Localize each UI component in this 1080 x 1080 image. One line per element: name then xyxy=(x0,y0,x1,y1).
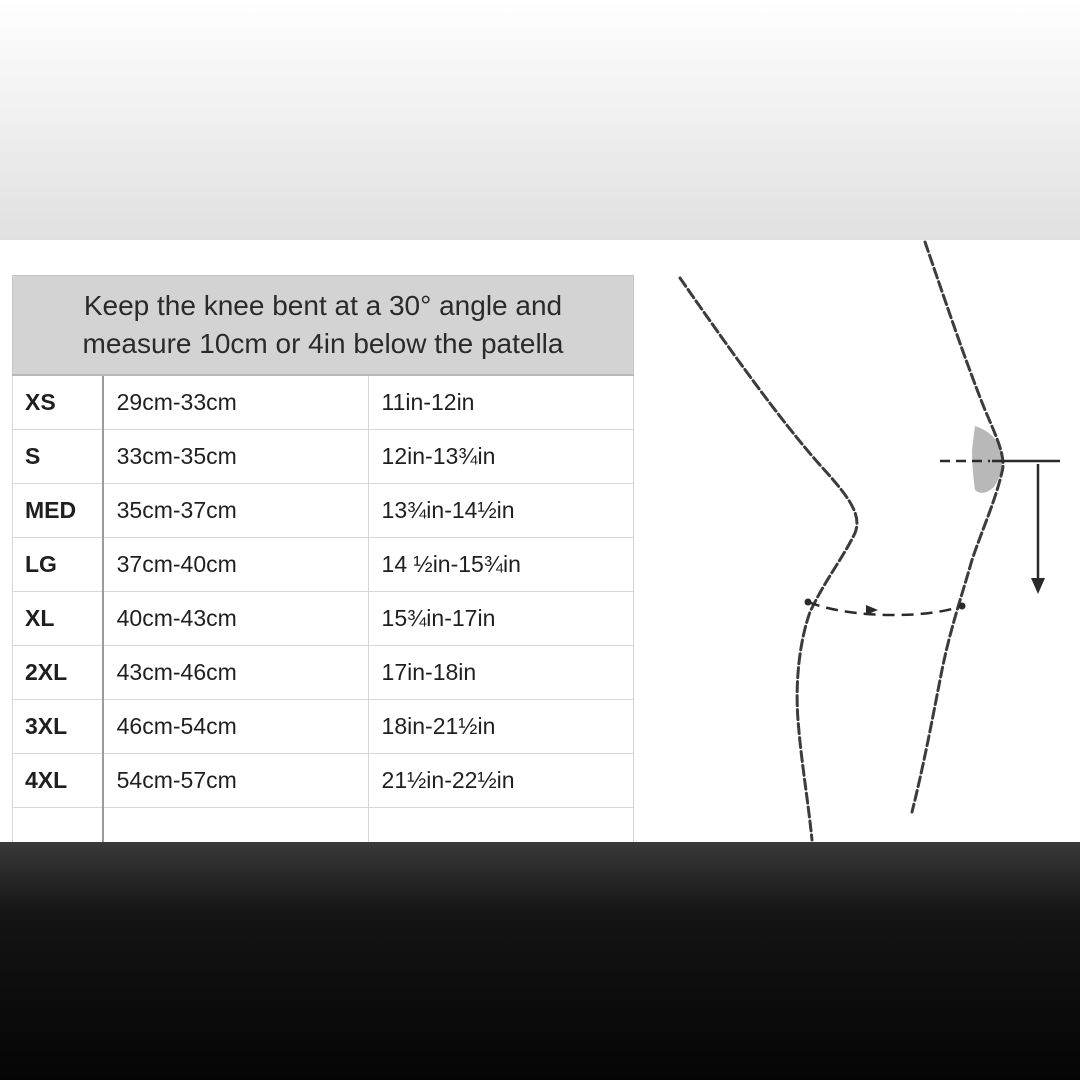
empty-cell xyxy=(103,808,368,843)
size-chart-table xyxy=(12,275,634,842)
table-row xyxy=(13,375,634,430)
size-label: 4XL xyxy=(13,754,103,808)
arrow-down-icon xyxy=(1031,578,1045,594)
cm-range: 33cm-35cm xyxy=(103,430,368,484)
inch-range: 15¾in-17in xyxy=(368,592,633,646)
top-background-band xyxy=(0,0,1080,240)
back-of-leg-outline xyxy=(680,278,857,840)
instructions-line-2: measure 10cm or 4in below the patella xyxy=(82,328,564,359)
size-label: LG xyxy=(13,538,103,592)
circumference-start-dot xyxy=(805,599,812,606)
cm-range: 29cm-33cm xyxy=(103,375,368,430)
circumference-end-dot xyxy=(959,603,966,610)
table-row xyxy=(13,646,634,700)
front-of-leg-outline xyxy=(912,242,1003,812)
inch-range: 12in-13¾in xyxy=(368,430,633,484)
table-row xyxy=(13,430,634,484)
table-row xyxy=(13,700,634,754)
inch-range: 14 ½in-15¾in xyxy=(368,538,633,592)
size-label: MED xyxy=(13,484,103,538)
size-label: 2XL xyxy=(13,646,103,700)
cm-range: 35cm-37cm xyxy=(103,484,368,538)
inch-range: 21½in-22½in xyxy=(368,754,633,808)
table-row xyxy=(13,538,634,592)
empty-table-row xyxy=(13,808,634,843)
size-label: XS xyxy=(13,375,103,430)
table-row xyxy=(13,754,634,808)
inch-range: 17in-18in xyxy=(368,646,633,700)
cm-range: 37cm-40cm xyxy=(103,538,368,592)
measurement-instructions xyxy=(13,276,634,376)
size-label: XL xyxy=(13,592,103,646)
instructions-line-1: Keep the knee bent at a 30° angle and xyxy=(83,290,563,321)
knee-measurement-diagram xyxy=(650,240,1080,842)
table-row xyxy=(13,592,634,646)
bottom-background-band xyxy=(0,842,1080,1080)
inch-range: 18in-21½in xyxy=(368,700,633,754)
cm-range: 54cm-57cm xyxy=(103,754,368,808)
table-row xyxy=(13,484,634,538)
empty-cell xyxy=(13,808,103,843)
cm-range: 46cm-54cm xyxy=(103,700,368,754)
circumference-measure-line xyxy=(808,602,962,615)
empty-cell xyxy=(368,808,633,843)
cm-range: 40cm-43cm xyxy=(103,592,368,646)
size-label: S xyxy=(13,430,103,484)
inch-range: 13¾in-14½in xyxy=(368,484,633,538)
cm-range: 43cm-46cm xyxy=(103,646,368,700)
size-label: 3XL xyxy=(13,700,103,754)
size-chart-panel xyxy=(0,240,1080,842)
inch-range: 11in-12in xyxy=(368,375,633,430)
